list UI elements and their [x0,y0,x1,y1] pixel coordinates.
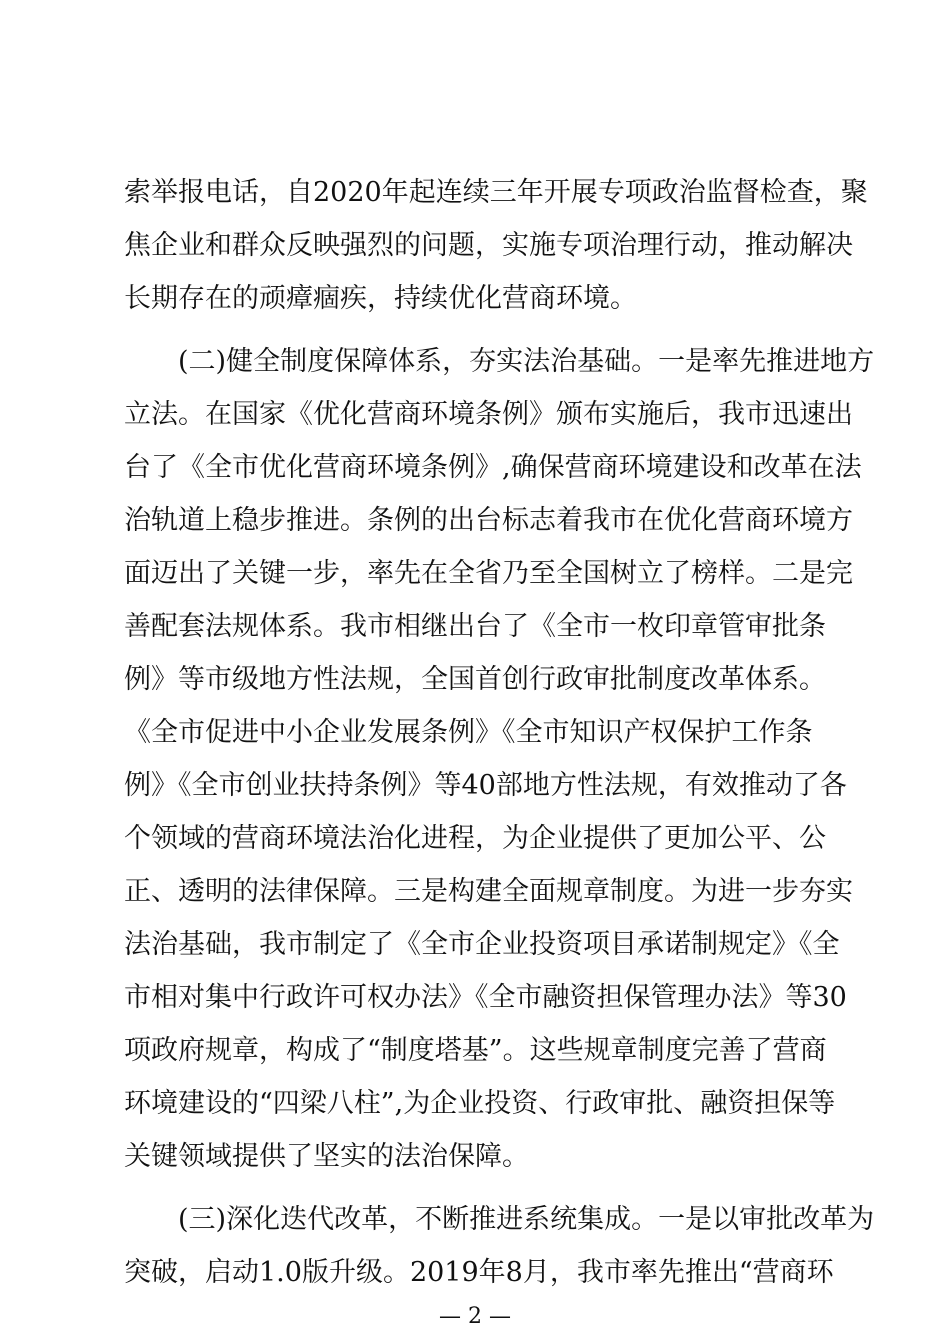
text-line: 例》等市级地方性法规，全国首创行政审批制度改革体系。 [124,664,826,695]
text-line: 台了《全市优化营商环境条例》,确保营商环境建设和改革在法 [124,452,862,483]
text-line: 立法。在国家《优化营商环境条例》颁布实施后，我市迅速出 [124,399,853,430]
text-line: 治轨道上稳步推进。条例的出台标志着我市在优化营商环境方 [124,505,853,536]
text-line: 突破，启动1.0版升级。2019年8月，我市率先推出“营商环 [124,1257,834,1288]
body-text [124,166,875,1299]
text-line: 环境建设的“四梁八柱”,为企业投资、行政审批、融资担保等 [124,1088,836,1119]
paragraph-reform [124,1193,875,1299]
text-line: 个领域的营商环境法治化进程，为企业提供了更加公平、公 [124,823,826,854]
text-line: 善配套法规体系。我市相继出台了《全市一枚印章管审批条 [124,611,826,642]
text-line: 焦企业和群众反映强烈的问题，实施专项治理行动，推动解决 [124,230,853,261]
text-line: 法治基础，我市制定了《全市企业投资项目承诺制规定》《全 [124,929,840,960]
text-line: (二)健全制度保障体系，夯实法治基础。一是率先推进地方 [178,346,875,377]
paragraph-legal-system [124,335,875,1183]
text-line: 长期存在的顽瘴痼疾，持续优化营商环境。 [124,283,637,314]
page-number: — 2 — [439,1304,511,1329]
text-line: 面迈出了关键一步，率先在全省乃至全国树立了榜样。二是完 [124,558,853,589]
text-line: (三)深化迭代改革，不断推进系统集成。一是以审批改革为 [178,1204,875,1235]
text-line: 项政府规章，构成了“制度塔基”。这些规章制度完善了营商 [124,1035,827,1066]
paragraph-continuation [124,166,868,325]
text-line: 例》《全市创业扶持条例》等40部地方性法规，有效推动了各 [124,770,847,801]
text-line: 关键领域提供了坚实的法治保障。 [124,1141,529,1172]
text-line: 正、透明的法律保障。三是构建全面规章制度。为进一步夯实 [124,876,853,907]
text-line: 市相对集中行政许可权办法》《全市融资担保管理办法》等30 [124,982,847,1013]
text-line: 索举报电话，自2020年起连续三年开展专项政治监督检查，聚 [124,177,868,208]
text-line: 《全市促进中小企业发展条例》《全市知识产权保护工作条 [124,717,813,748]
